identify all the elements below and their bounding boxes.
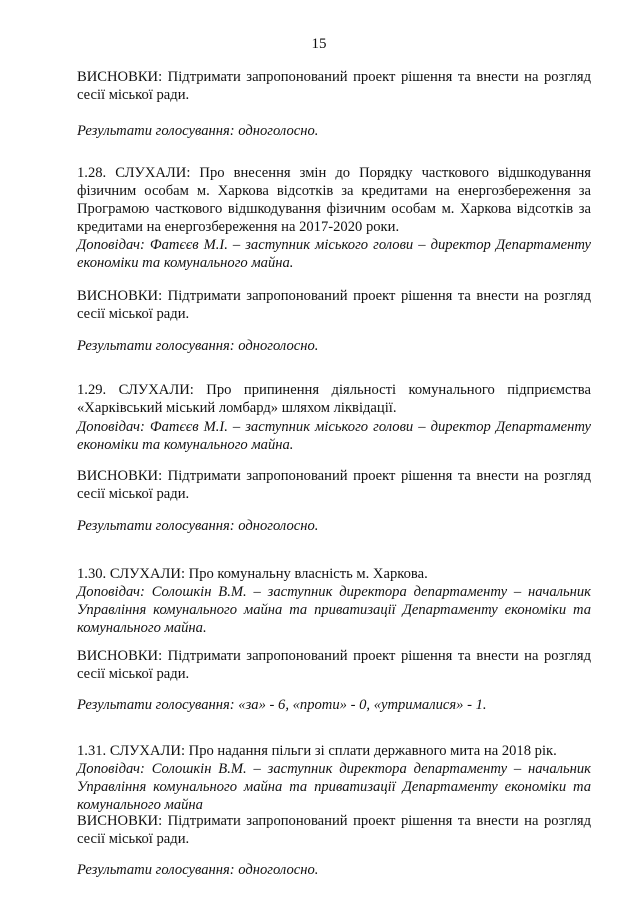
item-1-29-speaker: Доповідач: Фатєєв М.І. – заступник міського голови – директор Департаменту економіки та комунального майна.	[77, 419, 591, 453]
page-number: 15	[311, 36, 327, 52]
item-1-30-speaker: Доповідач: Солошкін В.М. – заступник директора департаменту – начальник Управління комунального майна та приватизації Департаменту економіки та комунального майна.	[77, 584, 591, 636]
item-1-28-vote-result: Результати голосування: одноголосно.	[77, 338, 319, 354]
item-1-31-vote-result: Результати голосування: одноголосно.	[77, 862, 319, 878]
item-1-28-conclusion: ВИСНОВКИ: Підтримати запропонований проект рішення та внести на розгляд сесії міської ради.	[77, 288, 591, 322]
item-1-31-speaker: Доповідач: Солошкін В.М. – заступник директора департаменту – начальник Управління комунального майна та приватизації Департаменту економіки та комунального майна	[77, 761, 591, 813]
item-1-29-conclusion: ВИСНОВКИ: Підтримати запропонований проект рішення та внести на розгляд сесії міської ради.	[77, 468, 591, 502]
item-1-29-vote-result: Результати голосування: одноголосно.	[77, 518, 319, 534]
item-1-28-speaker: Доповідач: Фатєєв М.І. – заступник міського голови – директор Департаменту економіки та комунального майна.	[77, 237, 591, 271]
item-1-30-heard: 1.30. СЛУХАЛИ: Про комунальну власність м. Харкова.	[77, 566, 428, 582]
item-1-30-conclusion: ВИСНОВКИ: Підтримати запропонований проект рішення та внести на розгляд сесії міської ради.	[77, 648, 591, 682]
item-1-31-heard: 1.31. СЛУХАЛИ: Про надання пільги зі сплати державного мита на 2018 рік.	[77, 743, 557, 759]
item-1-28-heard: 1.28. СЛУХАЛИ: Про внесення змін до Порядку часткового відшкодування фізичним особам м. Харкова відсотків за кредитами на енергозбереження за Програмою часткового відшкодування фізичним особам м. Харкова відсотків за кредитами на енергозбереження на 2017-2020 роки.	[77, 165, 591, 235]
intro-vote-result: Результати голосування: одноголосно.	[77, 123, 319, 139]
intro-conclusion: ВИСНОВКИ: Підтримати запропонований проект рішення та внести на розгляд сесії міської ради.	[77, 69, 591, 103]
item-1-29-heard: 1.29. СЛУХАЛИ: Про припинення діяльності комунального підприємства «Харківський міський ломбард» шляхом ліквідації.	[77, 382, 591, 416]
item-1-31-conclusion: ВИСНОВКИ: Підтримати запропонований проект рішення та внести на розгляд сесії міської ради.	[77, 813, 591, 847]
item-1-30-vote-result: Результати голосування: «за» - 6, «проти» - 0, «утрималися» - 1.	[77, 697, 487, 713]
